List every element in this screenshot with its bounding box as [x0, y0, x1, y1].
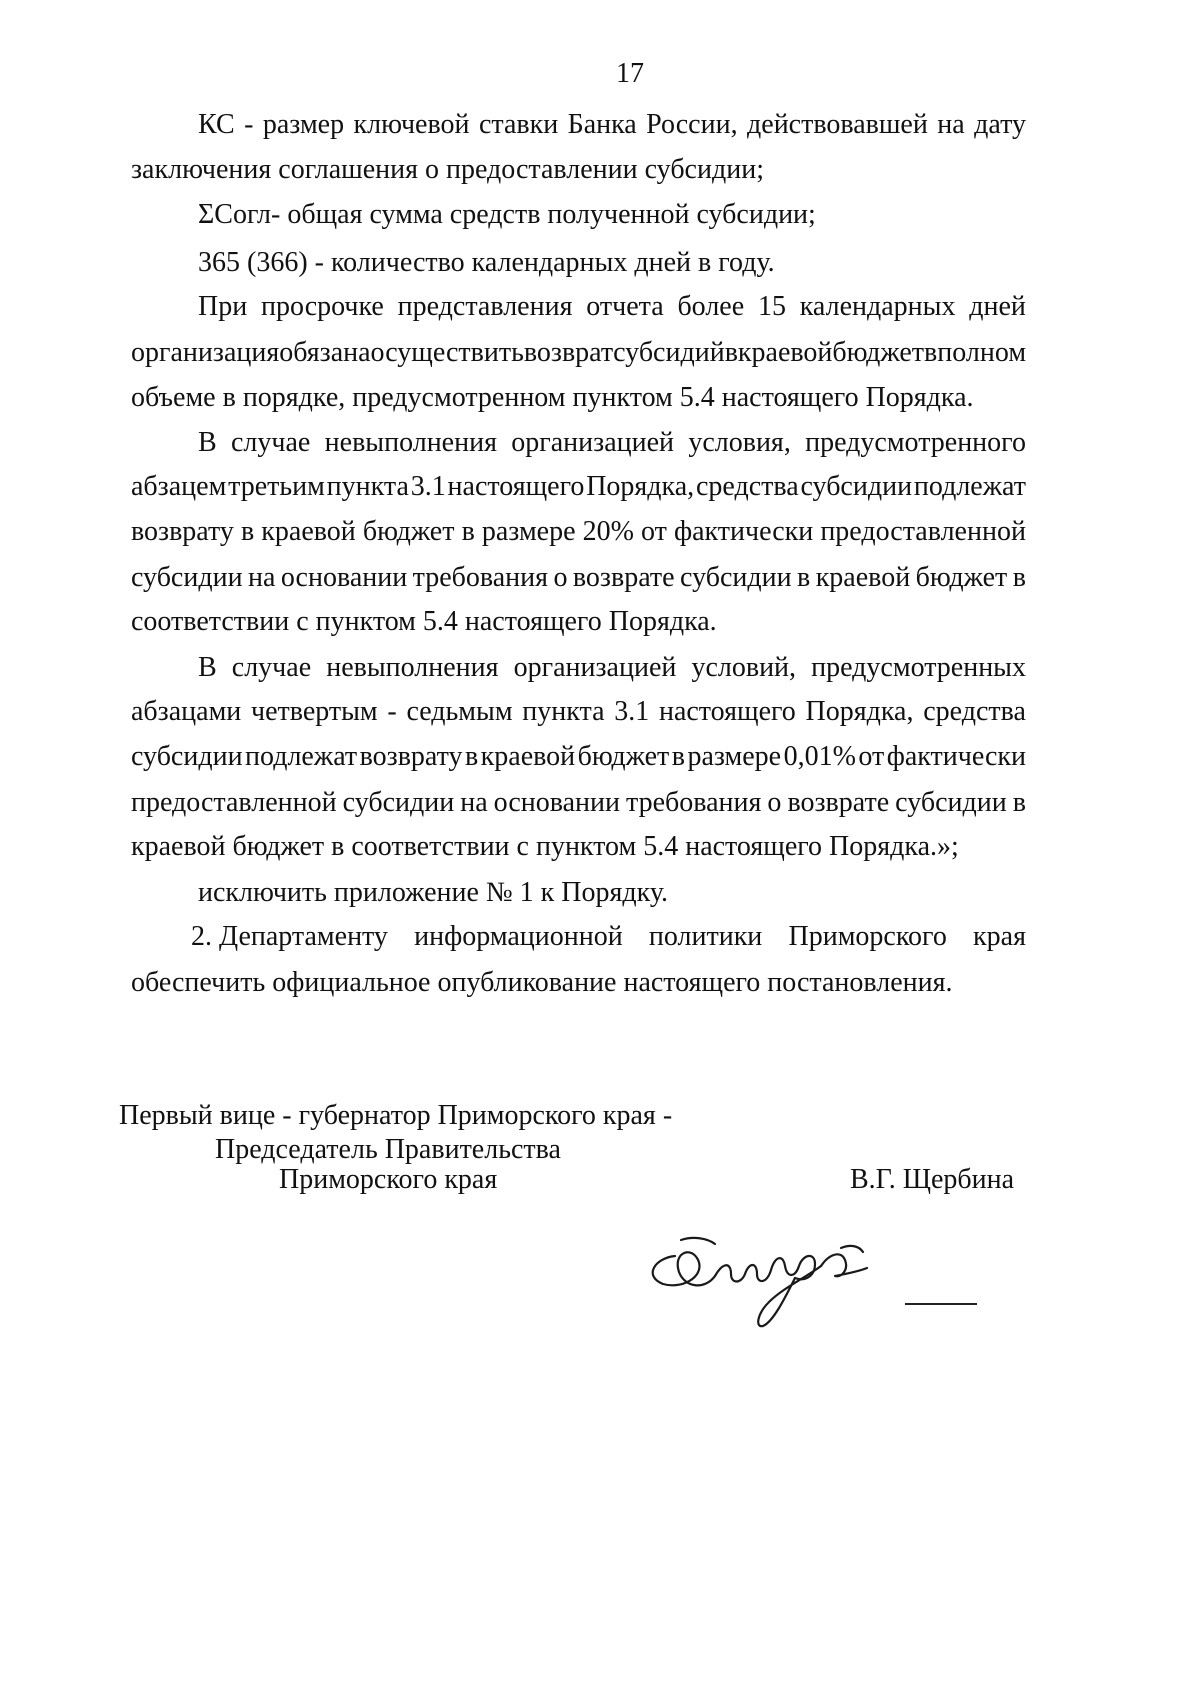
word: бюджет — [915, 562, 1008, 593]
word: в — [240, 516, 255, 547]
word: представления — [397, 291, 573, 322]
word: размере — [481, 516, 576, 547]
word: условий, — [691, 652, 797, 683]
word: отчета — [586, 291, 664, 322]
sum-definition: ΣСогл- общая сумма средств полученной субсидии; — [198, 199, 816, 230]
word: случае — [231, 652, 312, 683]
word: действовавшей — [747, 109, 928, 140]
signatory-position-line-1: Первый вице - губернатор Приморского края - — [119, 1100, 673, 1131]
word: четвертым — [251, 696, 378, 727]
word: подлежат — [913, 471, 1026, 502]
word: требования — [626, 787, 762, 818]
ks-definition-line-1 — [198, 108, 1026, 142]
word: бюджет — [577, 741, 670, 772]
word: Порядка, — [586, 471, 695, 502]
word: на — [248, 562, 276, 593]
word: субсидии — [800, 471, 913, 502]
word: предусмотренного — [805, 427, 1026, 458]
word: Порядка, — [805, 696, 914, 727]
page-number: 17 — [616, 58, 644, 89]
word: основании — [280, 562, 408, 593]
handwritten-signature — [645, 1218, 905, 1336]
word: фактически — [673, 516, 814, 547]
paragraph-publication-line-2: обеспечить официальное опубликование настоящего постановления. — [131, 967, 953, 998]
paragraph-condition-line-4 — [131, 561, 1026, 595]
word: в — [1012, 562, 1026, 593]
word: подлежат — [245, 741, 358, 772]
word: дней — [969, 291, 1026, 322]
signature-underline — [905, 1303, 977, 1305]
word: от — [641, 516, 667, 547]
word: полном — [937, 337, 1027, 368]
word: краевой — [737, 337, 833, 368]
paragraph-conditions-line-2 — [131, 695, 1026, 729]
word: третьим — [228, 471, 325, 502]
word: в — [1012, 787, 1026, 818]
word: пункта — [326, 471, 409, 502]
word: организация — [131, 337, 280, 368]
paragraph-conditions-line-3 — [131, 740, 1026, 774]
days-definition: 365 (366) - количество календарных дней в году. — [198, 247, 775, 278]
word: в — [724, 337, 738, 368]
word: 2. Департаменту — [191, 921, 388, 952]
word: субсидии — [895, 787, 1007, 818]
word: - — [244, 109, 254, 140]
word: в — [461, 516, 475, 547]
word: края — [973, 921, 1026, 952]
word: осуществить — [370, 337, 524, 368]
word: невыполнения — [324, 427, 497, 458]
word: политики — [648, 921, 763, 952]
word: организацией — [511, 427, 675, 458]
word: КС — [198, 109, 235, 140]
paragraph-condition-line-3 — [131, 515, 1026, 549]
word: 15 — [757, 291, 786, 322]
word: бюджет — [832, 337, 925, 368]
word: субсидии — [342, 787, 455, 818]
word: средства — [923, 696, 1026, 727]
word: 0,01% — [783, 741, 856, 772]
word: 3.1 — [614, 696, 650, 727]
word: обязана — [279, 337, 371, 368]
word: В — [198, 652, 217, 683]
paragraph-publication-line-1 — [191, 920, 1026, 954]
word: возврат — [523, 337, 614, 368]
word: в — [924, 337, 938, 368]
word: фактически — [886, 741, 1026, 772]
word: основании — [493, 787, 620, 818]
word: возврате — [787, 787, 890, 818]
word: условия, — [688, 427, 791, 458]
word: пункта — [522, 696, 605, 727]
word: предусмотренных — [811, 652, 1026, 683]
word: возврате — [572, 562, 675, 593]
word: При — [198, 291, 248, 322]
word: на — [937, 109, 965, 140]
word: субсидии — [131, 741, 243, 772]
signatory-position-line-3: Приморского края — [279, 1164, 498, 1195]
word: календарных — [799, 291, 956, 322]
word: настоящего — [447, 471, 585, 502]
word: случае — [231, 427, 311, 458]
word: 20% — [582, 516, 634, 547]
word: размер — [262, 109, 345, 140]
word: ключевой — [353, 109, 470, 140]
paragraph-conditions-line-4 — [131, 786, 1026, 820]
word: краевой — [261, 516, 356, 547]
word: России, — [646, 109, 738, 140]
word: о — [767, 787, 782, 818]
paragraph-conditions-line-1 — [198, 651, 1026, 685]
word: средства — [695, 471, 799, 502]
word: краевой — [815, 562, 911, 593]
word: от — [858, 741, 885, 772]
word: информационной — [414, 921, 623, 952]
word: в — [464, 741, 479, 772]
word: Банка — [567, 109, 637, 140]
word: предоставленной — [820, 516, 1026, 547]
word: просрочке — [261, 291, 384, 322]
word: настоящего — [658, 696, 796, 727]
word: Приморского — [788, 921, 947, 952]
word: организацией — [513, 652, 677, 683]
signatory-position-line-2: Председатель Правительства — [215, 1134, 561, 1165]
ks-definition-line-2: заключения соглашения о предоставлении субсидии; — [131, 154, 764, 185]
word: абзацем — [131, 471, 227, 502]
word: субсидий — [613, 337, 725, 368]
paragraph-condition-line-5: соответствии с пунктом 5.4 настоящего Порядка. — [131, 606, 717, 637]
paragraph-overdue-line-1 — [198, 290, 1026, 324]
exclude-appendix-line: исключить приложение № 1 к Порядку. — [198, 877, 669, 908]
word: о — [553, 562, 568, 593]
word: 3.1 — [410, 471, 446, 502]
word: бюджет — [362, 516, 455, 547]
word: субсидии — [680, 562, 792, 593]
word: В — [198, 427, 217, 458]
word: возврату — [131, 516, 234, 547]
word: возврату — [359, 741, 463, 772]
word: дату — [974, 109, 1026, 140]
word: предоставленной — [131, 787, 337, 818]
word: ставки — [478, 109, 559, 140]
signatory-name: В.Г. Щербина — [850, 1164, 1015, 1195]
paragraph-overdue-line-3: объеме в порядке, предусмотренном пунктом 5.4 настоящего Порядка. — [131, 382, 974, 413]
paragraph-overdue-line-2 — [131, 336, 1026, 370]
word: - — [387, 696, 397, 727]
word: абзацами — [131, 696, 242, 727]
word: в — [797, 562, 811, 593]
word: в — [671, 741, 685, 772]
word: краевой — [480, 741, 576, 772]
word: размере — [687, 741, 782, 772]
word: невыполнения — [326, 652, 499, 683]
word: субсидии — [131, 562, 243, 593]
word: седьмым — [406, 696, 513, 727]
word: на — [460, 787, 488, 818]
paragraph-condition-line-2 — [131, 470, 1026, 504]
word: более — [677, 291, 745, 322]
paragraph-condition-line-1 — [198, 426, 1026, 460]
word: требования — [412, 562, 549, 593]
paragraph-conditions-line-5: краевой бюджет в соответствии с пунктом 5.4 настоящего Порядка.»; — [131, 831, 959, 862]
